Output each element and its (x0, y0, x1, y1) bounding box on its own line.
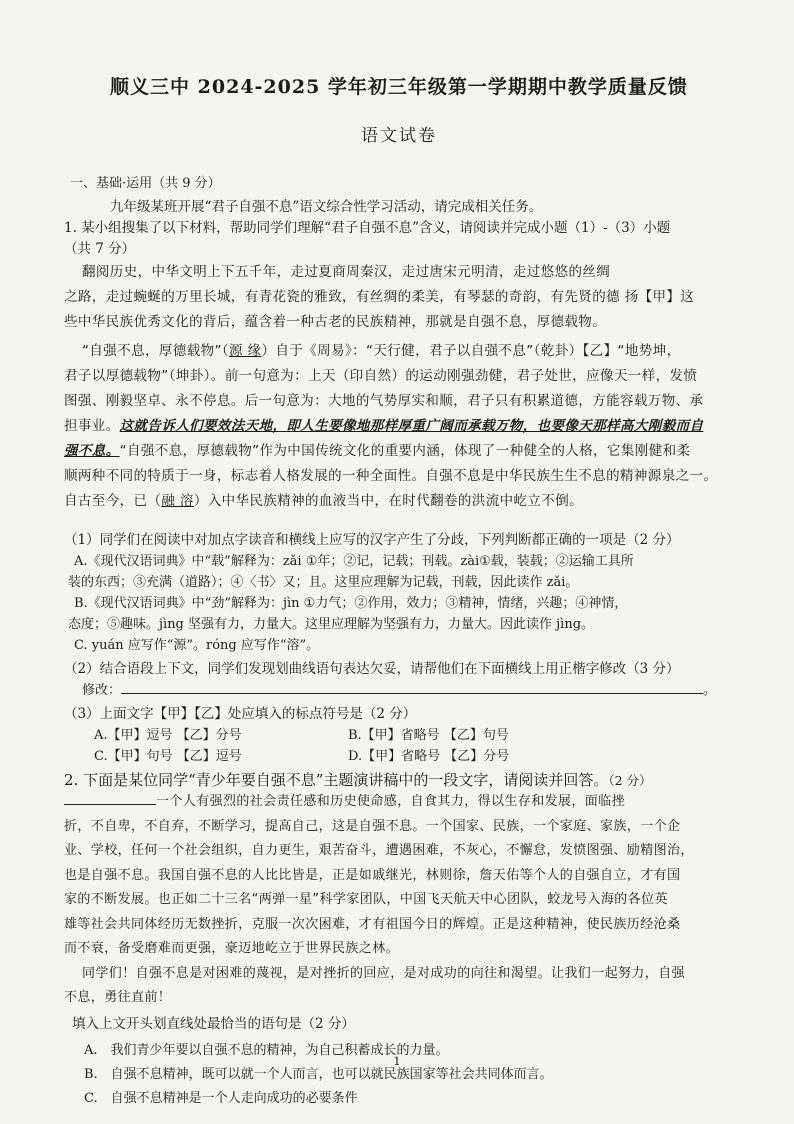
section-intro: 九年级某班开展“君子自强不息”语文综合性学习活动，请完成相关任务。 (110, 199, 543, 215)
passage-line: 自古至今，已（融 溶）入中华民族精神的血液当中，在时代翻卷的洪流中屹立不倒。 (64, 493, 584, 509)
passage-line: 些中华民族优秀文化的背后，蕴含着一种古老的民族精神，那就是自强不息，厚德载物。 (64, 314, 607, 330)
passage-line: 一个人有强烈的社会责任感和历史使命感，自食其力，得以生存和发展，面临挫 (64, 790, 734, 815)
sub-question-1: （1）同学们在阅读中对加点字读音和横线上应写的汉字产生了分歧，下列判断都正确的一项是（2 分） A.《现代汉语词典》中“载”解释为：zǎi ①年；②记，记载；刊载。zài①载，装载；②运输工具所 装的东西；③充满（道路）；④〈书〉又；且。这里应理解为记载，刊载，因此读作 zǎi。 B.《现代汉语词典》中“劲”解释为：jìn ①力气；②作用，效力；③精神，情绪，兴趣；④神情， 态度；⑤趣味。jìng 坚强有力，力量大。这里应理解为坚强有力，力量大。因此读作 jìng。 C. yuán 应写作“源”。róng 应写作“溶”。 (64, 530, 734, 656)
sub-question-3: （3）上面文字【甲】【乙】处应填入的标点符号是（2 分） A.【甲】逗号 【乙】分号 B.【甲】省略号 【乙】句号 C.【甲】句号 【乙】逗号 D.【甲】省略号 【乙】分号 (64, 704, 734, 767)
passage-line: 之路，走过蜿蜒的万里长城，有青花瓷的雅致，有丝绸的柔美，有琴瑟的奇韵，有先贤的德 扬【甲】这 (64, 289, 695, 305)
question-2-stem: 2. 下面是某位同学“青少年要自强不息”主题演讲稿中的一段文字，请阅读并回答。（2 分） (64, 771, 652, 789)
revision-answer-line[interactable] (121, 693, 703, 694)
passage-line: 图强、刚毅坚卓、永不停息。后一句意为：大地的气势厚实和顺，君子只有积累道德，方能容载万物、承 (64, 393, 704, 409)
passage-line: 强不息。“自强不息，厚德载物”作为中国传统文化的重要内涵，体现了一种健全的人格，它集刚健和柔 (64, 443, 691, 459)
passage-line: 折，不自卑，不自弃，不断学习，提高自己，这是自强不息。一个国家、民族，一个家庭、家族，一个企 (64, 818, 681, 834)
reading-passage (64, 260, 734, 514)
word-choice-2: 融 溶 (161, 493, 194, 509)
passage-line: 君子以厚德载物”（坤卦）。前一句意为：上天（印自然）的运动刚强劲健，君子处世，应像天一样，发愤 (64, 368, 698, 384)
word-choice-1: 源 缘 (229, 343, 262, 359)
option-c: C. 自强不息精神是一个人走向成功的必要条件 (84, 1090, 358, 1106)
question-1-stem: 1. 某小组搜集了以下材料，帮助同学们理解“君子自强不息”含义，请阅读并完成小题（1）-（3）小题 （共 7 分） (64, 220, 671, 257)
option-a: A.《现代汉语词典》中“载”解释为：zǎi ①年；②记，记载；刊载。zài①载，装载；②运输工具所 (74, 554, 634, 569)
option-a: A. 我们青少年要以自强不息的精神，为自己积蓄成长的力量。 (84, 1042, 449, 1058)
option-a: A.【甲】逗号 【乙】分号 (94, 728, 242, 743)
option-c: C. yuán 应写作“源”。róng 应写作“溶”。 (74, 638, 320, 653)
passage-line: 顺两种不同的特质于一身，标志着人格发展的一种全面性。自强不息是中华民族生生不息的精神源泉之一。 (64, 468, 718, 484)
option-b: B. 自强不息精神，既可以就一个人而言，也可以就民族国家等社会共同体而言。 (84, 1066, 553, 1082)
option-a-cont: 装的东西；③充满（道路）；④〈书〉又；且。这里应理解为记载，刊载，因此读作 zǎi。 (68, 575, 579, 590)
exam-subtitle: 语文试卷 (361, 126, 437, 146)
exam-title: 顺义三中 2024-2025 学年初三年级第一学期期中教学质量反馈 (110, 76, 688, 98)
revision-label: 修改： (82, 683, 122, 698)
question-2-ask: 填入上文开头划直线处最恰当的语句是（2 分） (72, 1015, 355, 1032)
option-b: B.《现代汉语词典》中“劲”解释为：jìn ①力气；②作用，效力；③精神，情绪，兴趣；④神情， (74, 596, 628, 611)
option-b-cont: 态度；⑤趣味。jìng 坚强有力，力量大。这里应理解为坚强有力，力量大。因此读作 jìng。 (68, 617, 595, 632)
passage-line: 担事业。这就告诉人们要效法天地，即人生要像地那样厚重广阔而承载万物，也要像天那样高大刚毅而自 (64, 418, 704, 434)
fill-blank-line[interactable] (64, 804, 156, 805)
section-heading: 一、基础·运用（共 9 分） (70, 176, 221, 191)
passage-line: 不息，勇往直前！ (64, 990, 172, 1005)
page-number: 1 (393, 1055, 401, 1068)
passage-line: 翻阅历史，中华文明上下五千年，走过夏商周秦汉，走过唐宋元明清，走过悠悠的丝绸 (82, 264, 611, 280)
option-c: C.【甲】句号 【乙】逗号 (94, 749, 242, 764)
passage-line: 家的不断发展。也正如二十三名“两弹一星”科学家团队，中国飞天航天中心团队，蛟龙号入海的各位英 (64, 892, 668, 907)
passage-line: 业、学校，任何一个社会组织，自力更生，艰苦奋斗，遭遇困难，不灰心，不懈怠，发愤图强、励精图治， (64, 843, 694, 858)
passage-line: 而不衰，备受磨难而更强，豪迈地屹立于世界民族之林。 (64, 941, 400, 956)
passage-line: “自强不息，厚德载物”（源 缘）自于《周易》：“天行健，君子以自强不息”（乾卦）【乙】“地势坤， (82, 343, 681, 359)
punctuation-options (94, 725, 734, 767)
sub-question-2: （2）结合语段上下文，同学们发现划曲线语句表达欠妥，请帮他们在下面横线上用正楷字修改（3 分） 修改： 。 (64, 661, 717, 698)
passage-line: 雄等社会共同体经历无数挫折，克服一次次困难，才有祖国今日的辉煌。正是这种精神，使民族历经沧桑 (64, 916, 681, 932)
speech-passage (64, 790, 734, 1011)
option-d: D.【甲】省略号 【乙】分号 (348, 749, 510, 764)
passage-line: 也是自强不息。我国自强不息的人比比皆是，正是如戚继光，林则徐，詹天佑等个人的自强自立，才有国 (64, 867, 681, 883)
option-b: B.【甲】省略号 【乙】句号 (348, 728, 509, 743)
passage-line: 同学们！自强不息是对困难的蔑视，是对挫折的回应，是对成功的向往和渴望。让我们一起努力，自强 (82, 965, 686, 981)
curved-underlined-sentence: 这就告诉人们要效法天地，即人生要像地那样厚重广阔而承载万物，也要像天那样高大刚毅而自 (119, 418, 704, 434)
